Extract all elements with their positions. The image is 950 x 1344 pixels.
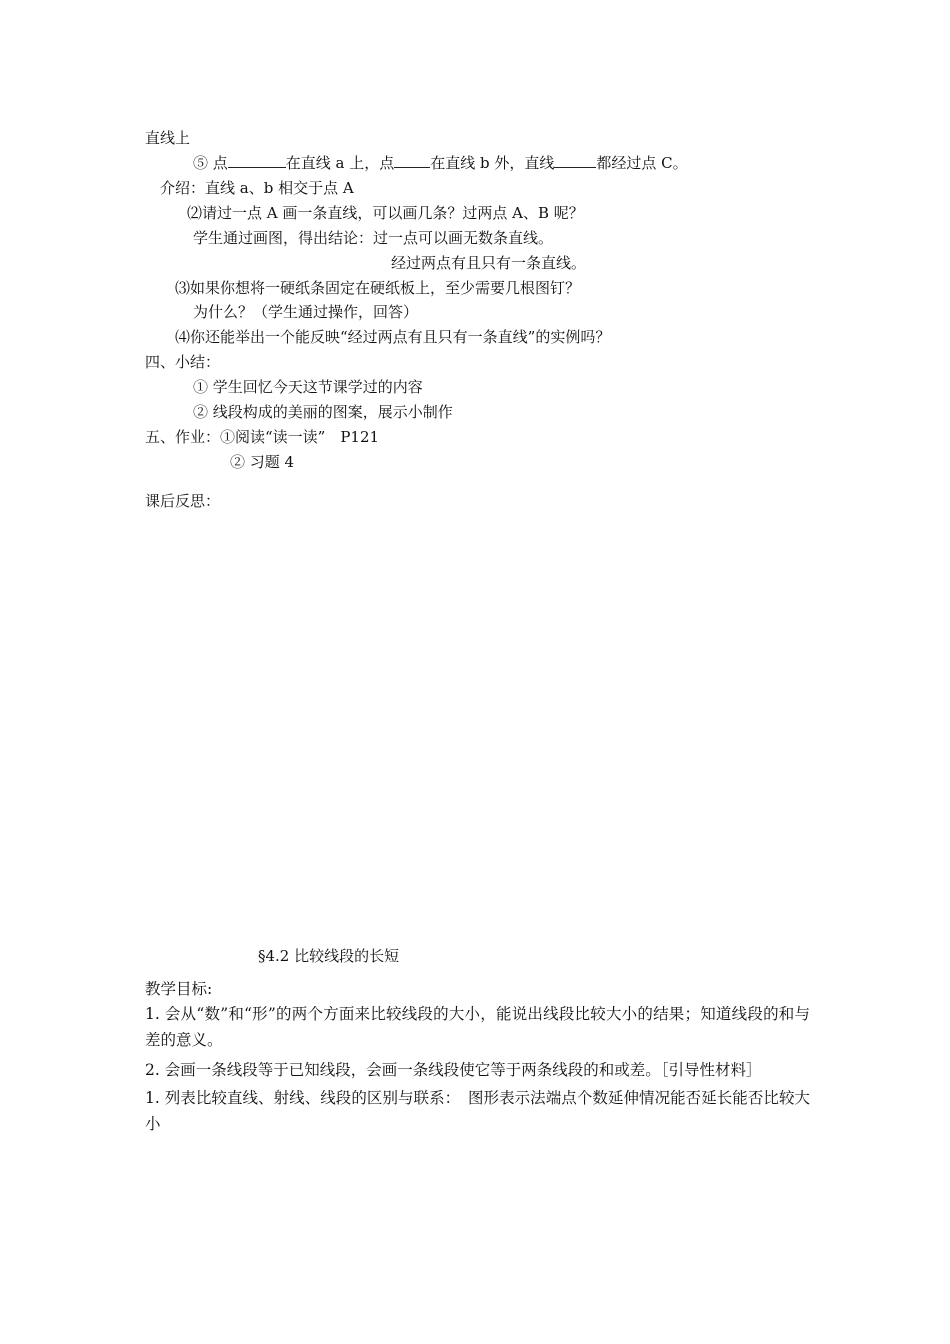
text-line-3: 介绍：直线 a、b 相交于点 A [160, 179, 354, 197]
goal-1: 1. 会从“数”和“形”的两个方面来比较线段的大小，能说出线段比较大小的结果；知道线段的和与差的意义。 [145, 1005, 810, 1049]
text-line-1: 直线上 [145, 129, 191, 147]
text-line-9: ⑷你还能举出一个能反映“经过两点有且只有一条直线”的实例吗？ [175, 328, 611, 346]
answer-blank-3 [554, 153, 596, 168]
text-line-8: 为什么？（学生通过操作，回答） [193, 303, 419, 321]
text-segment: 在直线 a 上，点 [285, 154, 395, 172]
answer-blank-2 [394, 153, 430, 168]
text-line-6: 经过两点有且只有一条直线。 [391, 254, 587, 272]
text-line-11: ① 学生回忆今天这节课学过的内容 [193, 378, 423, 396]
text-segment: ⑤ 点 [193, 154, 228, 172]
text-line-4: ⑵请过一点 A 画一条直线，可以画几条？过两点 A、B 呢？ [187, 204, 584, 222]
text-line-12: ② 线段构成的美丽的图案，展示小制作 [193, 403, 453, 421]
text-line-5: 学生通过画图，得出结论：过一点可以画无数条直线。 [193, 229, 554, 247]
goals-label: 教学目标: [145, 980, 213, 998]
text-segment: 在直线 b 外，直线 [430, 154, 555, 172]
material-1: 1. 列表比较直线、射线、线段的区别与联系： 图形表示法端点个数延伸情况能否延长能否比较大小 [145, 1089, 810, 1133]
text-line-7: ⑶如果你想将一硬纸条固定在硬纸板上，至少需要几根图钉？ [175, 279, 581, 297]
text-segment: 都经过点 C。 [596, 154, 688, 172]
section-summary-heading: 四、小结： [145, 353, 221, 371]
fill-in-blank-line [193, 153, 688, 173]
section-title: §4.2 比较线段的长短 [258, 947, 400, 965]
goal-2: 2. 会画一条线段等于已知线段，会画一条线段使它等于两条线段的和或差。［引导性材料］ [145, 1061, 762, 1079]
reflection-label: 课后反思： [145, 492, 221, 510]
answer-blank-1 [228, 153, 286, 168]
section-homework-heading: 五、作业：①阅读“读一读” P121 [145, 428, 380, 446]
text-line-14: ② 习题 4 [230, 453, 295, 471]
